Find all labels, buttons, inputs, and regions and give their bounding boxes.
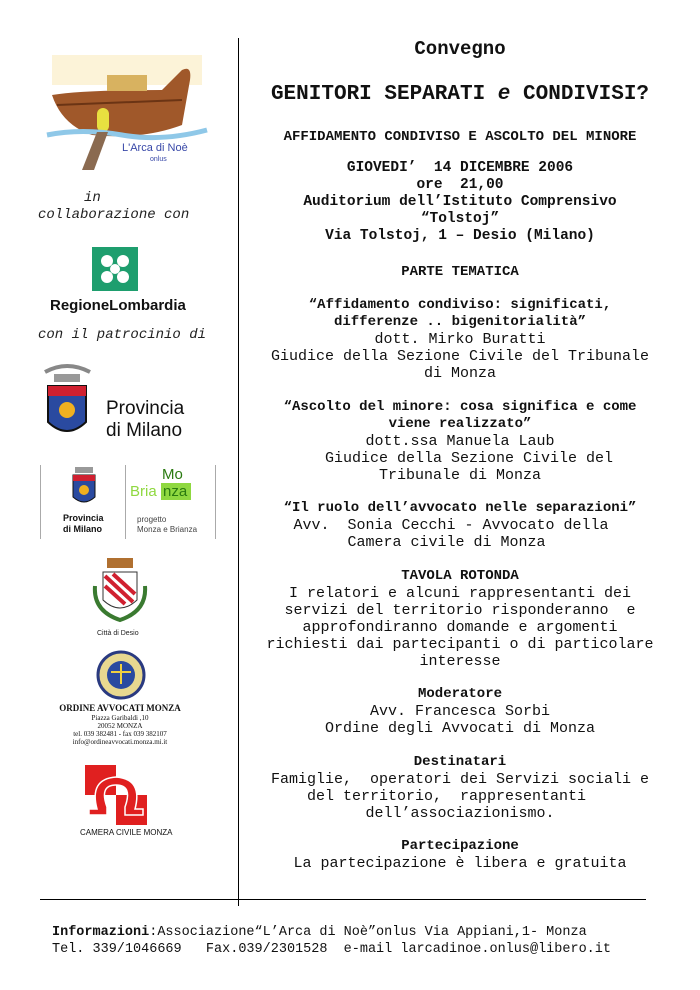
info-text: :Associazione“L’Arca di Noè”onlus Via Appiani,1- Monza [149,925,587,940]
event-time: ore 21,00 [416,177,504,193]
talk-title: “Ascolto del minore: cosa significa e come [283,399,637,415]
arca-di-noe-logo [42,50,212,175]
ordine-name: ORDINE AVVOCATI MONZA [59,703,181,713]
section-heading: Destinatari [413,754,507,770]
footer-info [52,925,587,941]
talk-title: viene realizzato” [388,416,532,432]
camera-caption: CAMERA CIVILE MONZA [80,828,173,837]
ordine-avvocati-logo [40,650,200,750]
talk-title: differenze .. bigenitorialità” [333,314,587,330]
camera-civile-logo [80,765,173,845]
brianza-caption-2: Monza e Brianza [137,525,198,534]
section-heading: TAVOLA ROTONDA [401,568,519,584]
section-line: Avv. Francesca Sorbi [369,703,551,720]
section-line: I relatori e alcuni rappresentanti dei [288,585,632,602]
event-venue: Auditorium dell’Istituto Comprensivo [303,194,617,210]
title-part: CONDIVISI? [510,83,650,106]
partecipazione [245,838,675,872]
brianza-caption-1: progetto [137,515,167,524]
talk-2 [245,399,675,484]
provincia-small-2: di Milano [63,524,102,534]
regione-lombardia-text: RegioneLombardia [50,297,186,314]
ordine-line: Piazza Garibaldi ,10 [91,714,149,722]
arca-logo-text: L'Arca di Noè [122,142,188,154]
provincia-line2: di Milano [106,420,183,441]
provincia-line1: Provincia [106,398,185,419]
footer-contacts: Tel. 339/1046669 Fax.039/2301528 e-mail larcadinoe.onlus@libero.it [52,942,611,957]
event-venue-name: “Tolstoj” [420,211,500,227]
destinatari [245,754,675,822]
vertical-divider [238,38,239,906]
talk-3 [245,500,675,551]
section-line: La partecipazione è libera e gratuita [293,855,627,872]
section-line: interesse [419,653,501,670]
tavola-rotonda [245,568,675,670]
section-line: richiesti dai partecipanti o di particolare [266,636,654,653]
section-line: Famiglie, operatori dei Servizi sociali e [270,771,650,788]
subtitle: AFFIDAMENTO CONDIVISO E ASCOLTO DEL MINORE [283,129,637,145]
collaboration-label: collaborazione con [38,207,190,223]
talk-title: “Affidamento condiviso: significati, [308,297,612,313]
moderatore [245,686,675,737]
page-title [245,83,675,107]
brianza-mo: Mo [162,466,183,483]
event-details [245,160,675,245]
arca-logo-sub: onlus [150,156,167,163]
parte-tematica-heading: PARTE TEMATICA [401,264,519,280]
title-part: GENITORI SEPARATI [270,83,498,106]
talk-speaker: Avv. Sonia Cecchi - Avvocato della [293,517,627,534]
provincia-small-1: Provincia [63,513,104,523]
info-label: Informazioni [52,925,150,940]
kicker: Convegno [414,38,506,60]
talk-speaker: di Monza [423,365,496,382]
brianza-nza: nza [163,483,188,500]
section-line: approfondiranno domande e argomenti [302,619,618,636]
ordine-line: 20052 MONZA [97,722,143,730]
provincia-brianza-logo [40,465,216,539]
citta-desio-logo [85,556,155,642]
ordine-line: tel. 039 382481 - fax 039 382107 [73,730,167,738]
section-line: Ordine degli Avvocati di Monza [324,720,596,737]
section-line: del territorio, rappresentanti [306,788,614,805]
section-heading: Partecipazione [401,838,519,854]
talk-speaker: Tribunale di Monza [378,467,542,484]
talk-speaker: Giudice della Sezione Civile del Tribunale [270,348,650,365]
talk-speaker: dott.ssa Manuela Laub [365,433,555,450]
in-label: in [84,190,101,206]
desio-caption: Città di Desio [97,630,139,637]
section-line: dell’associazionismo. [365,805,555,822]
event-date: GIOVEDI’ 14 DICEMBRE 2006 [346,160,574,176]
talk-speaker: Giudice della Sezione Civile del [306,450,614,467]
horizontal-divider [40,899,646,900]
event-address: Via Tolstoj, 1 – Desio (Milano) [325,228,595,244]
ordine-line: info@ordineavvocati.monza.mi.it [72,738,168,746]
provincia-milano-logo [40,362,200,446]
brianza-bria: Bria [130,483,157,500]
talk-1 [245,297,675,382]
talk-title: “Il ruolo dell’avvocato nelle separazioni” [283,500,637,516]
title-part: e [497,83,511,106]
patrocinio-label: con il patrocinio di [38,327,207,343]
talk-speaker: dott. Mirko Buratti [374,331,546,348]
section-line: servizi del territorio risponderanno e [284,602,636,619]
talk-speaker: Camera civile di Monza [347,534,573,551]
regione-lombardia-logo [92,247,138,291]
section-heading: Moderatore [417,686,502,702]
